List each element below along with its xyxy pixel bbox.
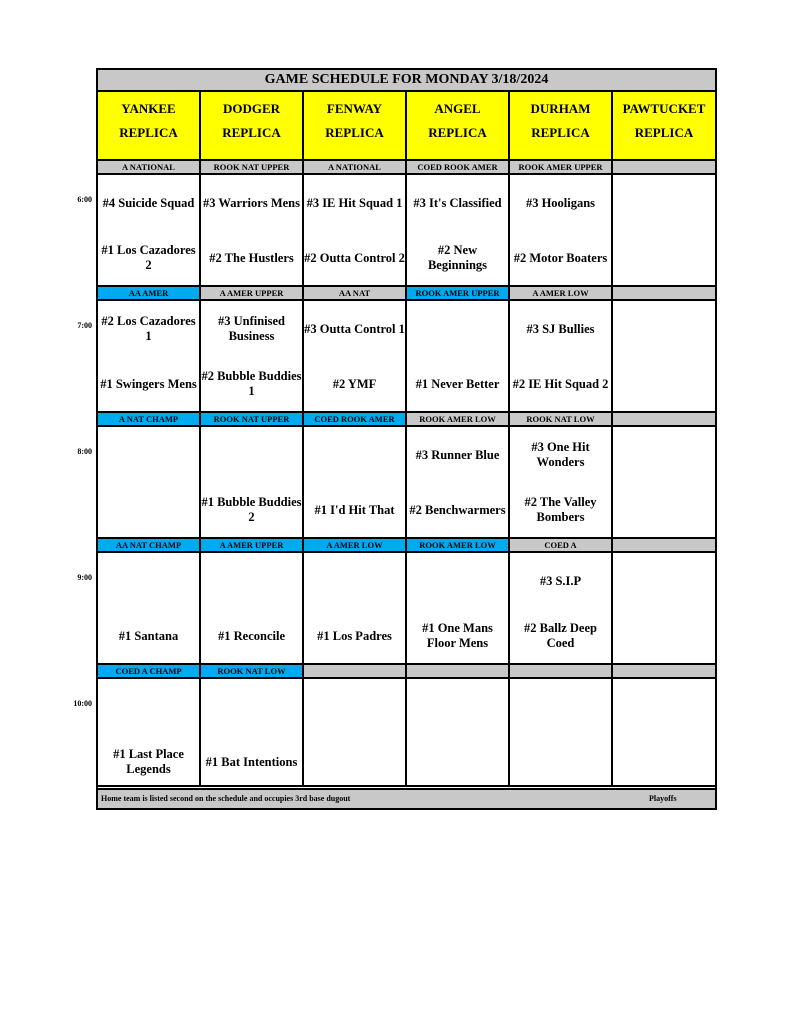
home-team: #2 IE Hit Squad 2 xyxy=(512,377,609,391)
field-subtitle: REPLICA xyxy=(325,125,384,140)
division-label: AA NAT CHAMP xyxy=(98,539,201,553)
time-label-4: 10:00 xyxy=(73,699,92,708)
game-cell xyxy=(201,301,304,413)
division-label: AA NAT xyxy=(304,287,407,301)
away-team: #3 It's Classified xyxy=(413,196,502,210)
home-team: #1 Swingers Mens xyxy=(100,377,197,391)
away-team: #3 SJ Bullies xyxy=(526,322,595,336)
away-team: #3 Runner Blue xyxy=(415,448,500,462)
time-label-3: 9:00 xyxy=(77,573,92,582)
away-team: #3 One Hit Wonders xyxy=(531,440,590,469)
division-label: ROOK NAT UPPER xyxy=(201,413,304,427)
division-label xyxy=(613,161,715,175)
field-name: DODGER xyxy=(222,101,281,116)
away-team: #3 IE Hit Squad 1 xyxy=(306,196,403,210)
field-subtitle: REPLICA xyxy=(634,125,694,140)
field-header-pawtucket xyxy=(613,92,715,161)
home-team: #1 One Mans Floor Mens xyxy=(422,621,493,650)
field-subtitle: REPLICA xyxy=(428,125,487,140)
game-cell xyxy=(510,679,613,787)
home-team: #2 The Hustlers xyxy=(209,251,294,265)
game-cell xyxy=(407,553,510,665)
field-name: FENWAY xyxy=(326,101,383,116)
game-cell xyxy=(98,175,201,287)
home-team: #2 Bubble Buddies 1 xyxy=(201,369,302,398)
home-team: #2 Benchwarmers xyxy=(409,503,506,517)
division-label: COED A CHAMP xyxy=(98,665,201,679)
game-cell xyxy=(201,553,304,665)
time-label-1: 7:00 xyxy=(77,321,92,330)
game-cell xyxy=(304,301,407,413)
field-header-yankee xyxy=(98,92,201,161)
home-team: #1 Bubble Buddies 2 xyxy=(201,495,302,524)
away-team: #3 Hooligans xyxy=(525,196,596,210)
field-header-durham xyxy=(510,92,613,161)
home-team: #1 Last Place Legends xyxy=(113,747,184,776)
division-label xyxy=(304,665,407,679)
game-cell xyxy=(201,679,304,787)
game-cell xyxy=(201,175,304,287)
division-label: A NAT CHAMP xyxy=(98,413,201,427)
away-team: #2 Los Cazadores 1 xyxy=(101,314,196,343)
game-cell xyxy=(613,553,715,665)
game-cell xyxy=(613,301,715,413)
division-label: ROOK AMER LOW xyxy=(407,413,510,427)
home-team: #2 YMF xyxy=(332,377,377,391)
home-team: #1 Santana xyxy=(118,629,179,643)
away-team: #3 Outta Control 1 xyxy=(304,322,405,336)
division-label: COED A xyxy=(510,539,613,553)
field-name: DURHAM xyxy=(530,101,591,116)
game-cell xyxy=(407,427,510,539)
home-team: #1 Reconcile xyxy=(218,629,285,643)
game-cell xyxy=(304,175,407,287)
game-cell xyxy=(304,553,407,665)
game-cell xyxy=(304,427,407,539)
field-subtitle: REPLICA xyxy=(222,125,281,140)
division-label: ROOK AMER LOW xyxy=(407,539,510,553)
home-team: #2 New Beginnings xyxy=(427,243,488,272)
home-team: #1 Los Cazadores 2 xyxy=(101,243,196,272)
field-name: YANKEE xyxy=(121,101,176,116)
home-team: #2 The Valley Bombers xyxy=(524,495,597,524)
game-cell xyxy=(613,679,715,787)
home-team: #1 I'd Hit That xyxy=(314,503,395,517)
game-cell xyxy=(98,553,201,665)
field-header-angel xyxy=(407,92,510,161)
field-header-fenway xyxy=(304,92,407,161)
field-header-dodger xyxy=(201,92,304,161)
game-cell xyxy=(510,175,613,287)
schedule-footer xyxy=(98,788,715,808)
division-label xyxy=(613,413,715,427)
away-team: #3 Unfinised Business xyxy=(217,314,286,343)
game-cell xyxy=(510,427,613,539)
home-team: #2 Motor Boaters xyxy=(513,251,608,265)
schedule-title: GAME SCHEDULE FOR MONDAY 3/18/2024 xyxy=(98,70,715,92)
division-label: ROOK AMER UPPER xyxy=(510,161,613,175)
game-cell xyxy=(510,553,613,665)
game-cell xyxy=(98,301,201,413)
time-label-0: 6:00 xyxy=(77,195,92,204)
division-label: A AMER UPPER xyxy=(201,539,304,553)
division-label: A AMER UPPER xyxy=(201,287,304,301)
home-team: #2 Ballz Deep Coed xyxy=(524,621,597,650)
division-label xyxy=(613,287,715,301)
game-cell xyxy=(613,175,715,287)
division-label: A NATIONAL xyxy=(304,161,407,175)
field-name: ANGEL xyxy=(434,101,481,116)
division-label: AA AMER xyxy=(98,287,201,301)
division-label xyxy=(613,539,715,553)
game-cell xyxy=(613,427,715,539)
home-team-note: Home team is listed second on the schedule and occupies 3rd base dugout xyxy=(101,794,351,803)
home-team: #1 Los Padres xyxy=(317,629,392,643)
home-team: #1 Never Better xyxy=(415,377,500,391)
division-label: A NATIONAL xyxy=(98,161,201,175)
field-name: PAWTUCKET xyxy=(622,101,706,116)
division-label xyxy=(510,665,613,679)
time-label-2: 8:00 xyxy=(77,447,92,456)
game-cell xyxy=(98,427,201,539)
game-cell xyxy=(98,679,201,787)
playoffs-legend: Playoffs xyxy=(649,794,677,803)
division-label: ROOK NAT LOW xyxy=(510,413,613,427)
away-team: #4 Suicide Squad xyxy=(102,196,195,210)
division-label: COED ROOK AMER xyxy=(407,161,510,175)
division-label: COED ROOK AMER xyxy=(304,413,407,427)
division-label xyxy=(613,665,715,679)
division-label: A AMER LOW xyxy=(304,539,407,553)
division-label xyxy=(407,665,510,679)
home-team: #2 Outta Control 2 xyxy=(304,251,405,265)
field-subtitle: REPLICA xyxy=(119,125,178,140)
away-team: #3 Warriors Mens xyxy=(203,196,300,210)
away-team: #3 S.I.P xyxy=(539,574,582,588)
division-label: ROOK NAT UPPER xyxy=(201,161,304,175)
game-cell xyxy=(201,427,304,539)
field-subtitle: REPLICA xyxy=(531,125,590,140)
game-cell xyxy=(407,679,510,787)
schedule-sheet xyxy=(96,68,717,810)
division-label: A AMER LOW xyxy=(510,287,613,301)
division-label: ROOK AMER UPPER xyxy=(407,287,510,301)
division-label: ROOK NAT LOW xyxy=(201,665,304,679)
game-cell xyxy=(304,679,407,787)
home-team: #1 Bat Intentions xyxy=(205,755,298,769)
game-cell xyxy=(510,301,613,413)
game-cell xyxy=(407,301,510,413)
game-cell xyxy=(407,175,510,287)
